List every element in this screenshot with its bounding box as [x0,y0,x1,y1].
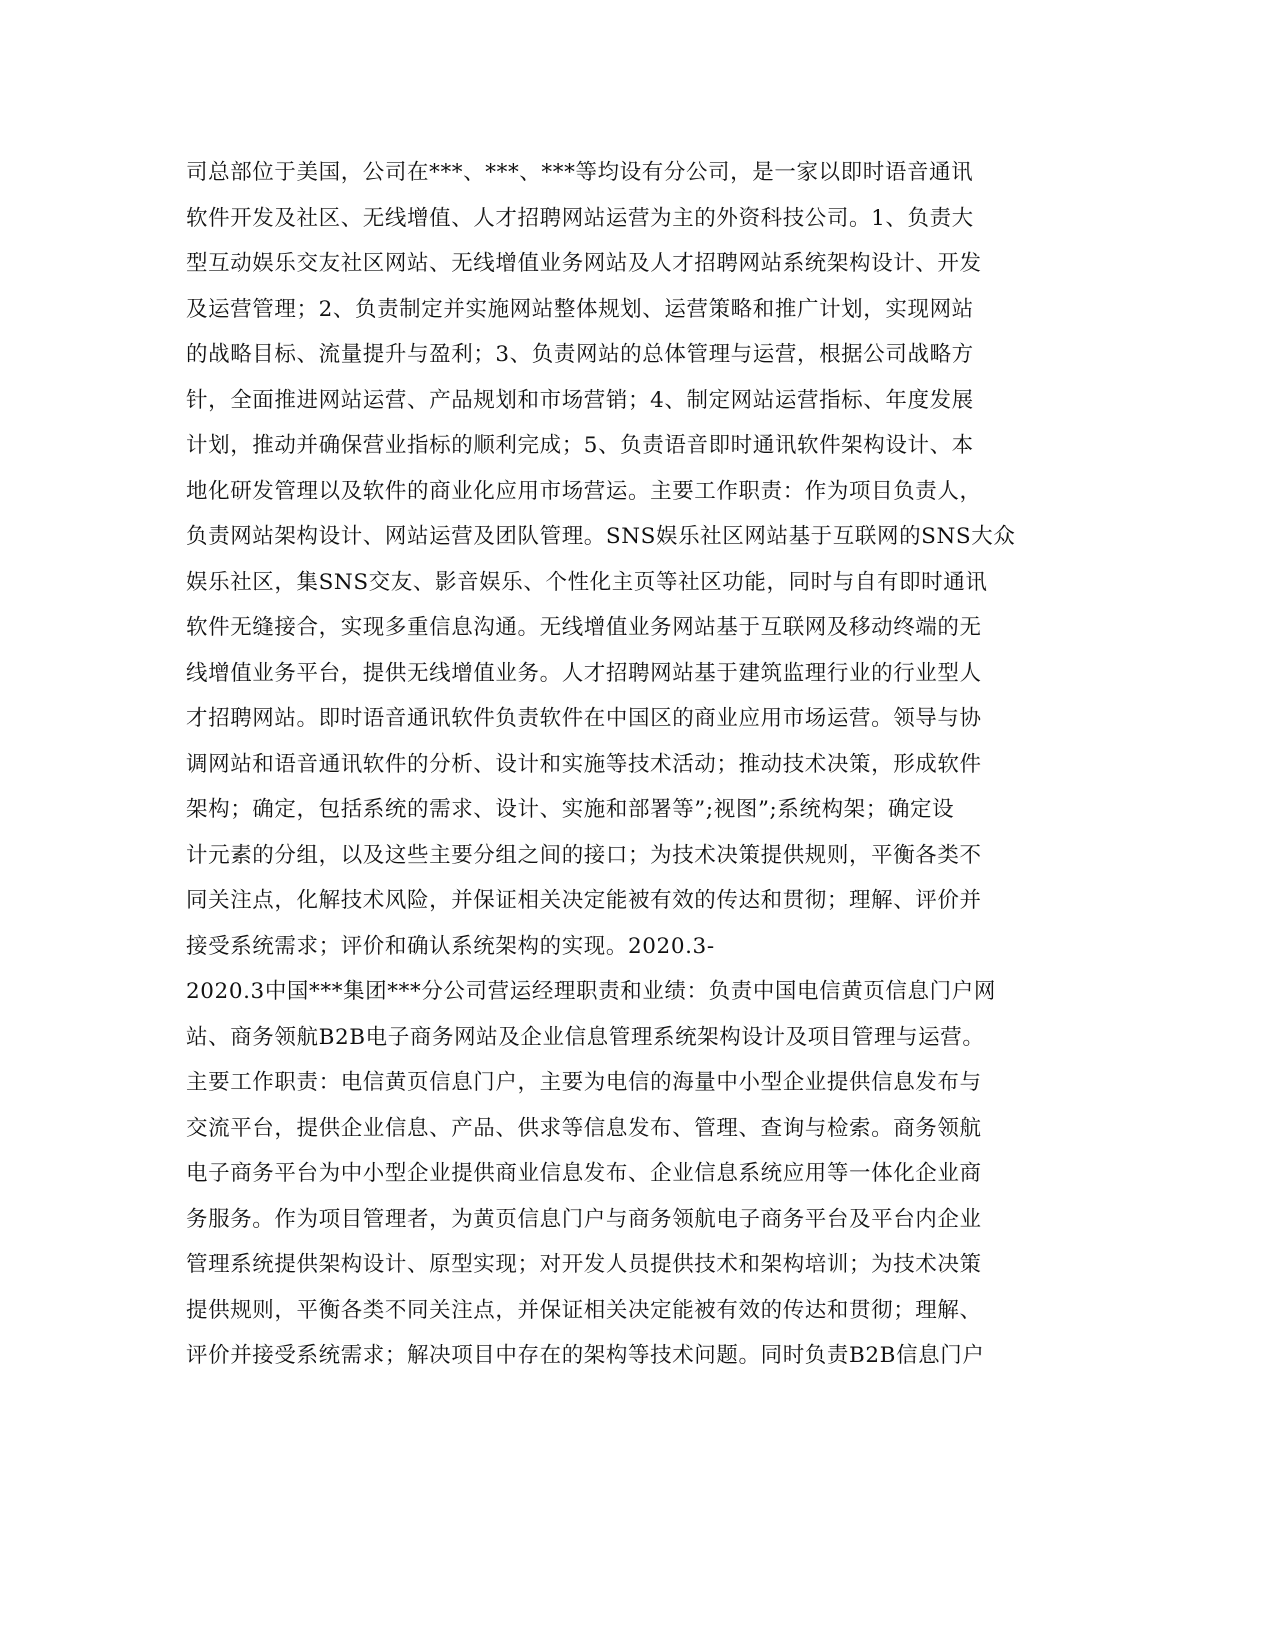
text-line: 及运营管理；2、负责制定并实施网站整体规划、运营策略和推广计划，实现网站 [186,296,974,322]
text-line: 架构；确定，包括系统的需求、设计、实施和部署等”;视图”;系统构架；确定设 [186,797,955,822]
text-line: 针，全面推进网站运营、产品规划和市场营销；4、制定网站运营指标、年度发展 [186,387,974,413]
text-line: 管理系统提供架构设计、原型实现；对开发人员提供技术和架构培训；为技术决策 [186,1252,982,1277]
text-line: 负责网站架构设计、网站运营及团队管理。SNS娱乐社区网站基于互联网的SNS大众 [186,524,1016,549]
text-line: 型互动娱乐交友社区网站、无线增值业务网站及人才招聘网站系统架构设计、开发 [186,251,982,276]
text-line: 主要工作职责：电信黄页信息门户，主要为电信的海量中小型企业提供信息发布与 [186,1070,982,1095]
text-line: 娱乐社区，集SNS交友、影音娱乐、个性化主页等社区功能，同时与自有即时通讯 [186,569,988,595]
text-line: 司总部位于美国，公司在***、***、***等均设有分公司，是一家以即时语音通讯 [186,160,974,185]
text-line: 才招聘网站。即时语音通讯软件负责软件在中国区的商业应用市场运营。领导与协 [186,706,982,731]
text-line: 软件无缝接合，实现多重信息沟通。无线增值业务网站基于互联网及移动终端的无 [186,615,982,640]
text-line: 软件开发及社区、无线增值、人才招聘网站运营为主的外资科技公司。1、负责大 [186,205,974,231]
text-line: 提供规则，平衡各类不同关注点，并保证相关决定能被有效的传达和贯彻；理解、 [186,1297,982,1323]
text-line: 调网站和语音通讯软件的分析、设计和实施等技术活动；推动技术决策，形成软件 [186,751,982,777]
text-line: 计划，推动并确保营业指标的顺利完成；5、负责语音即时通讯软件架构设计、本 [186,433,974,458]
text-line: 线增值业务平台，提供无线增值业务。人才招聘网站基于建筑监理行业的行业型人 [186,660,982,686]
text-line: 站、商务领航B2B电子商务网站及企业信息管理系统架构设计及项目管理与运营。 [186,1024,985,1050]
text-line: 接受系统需求；评价和确认系统架构的实现。2020.3- [186,933,715,959]
text-line: 的战略目标、流量提升与盈利；3、负责网站的总体管理与运营，根据公司战略方 [186,342,974,367]
text-line: 评价并接受系统需求；解决项目中存在的架构等技术问题。同时负责B2B信息门户 [186,1343,985,1368]
text-line: 计元素的分组，以及这些主要分组之间的接口；为技术决策提供规则，平衡各类不 [186,842,982,868]
body-text [186,150,1086,1379]
text-line: 同关注点，化解技术风险，并保证相关决定能被有效的传达和贯彻；理解、评价并 [186,888,982,913]
text-line: 电子商务平台为中小型企业提供商业信息发布、企业信息系统应用等一体化企业商 [186,1161,982,1186]
text-line: 2020.3中国***集团***分公司营运经理职责和业绩：负责中国电信黄页信息门户网 [186,979,996,1004]
text-line: 务服务。作为项目管理者，为黄页信息门户与商务领航电子商务平台及平台内企业 [186,1206,982,1232]
text-line: 地化研发管理以及软件的商业化应用市场营运。主要工作职责：作为项目负责人， [186,478,982,504]
text-line: 交流平台，提供企业信息、产品、供求等信息发布、管理、查询与检索。商务领航 [186,1115,982,1141]
